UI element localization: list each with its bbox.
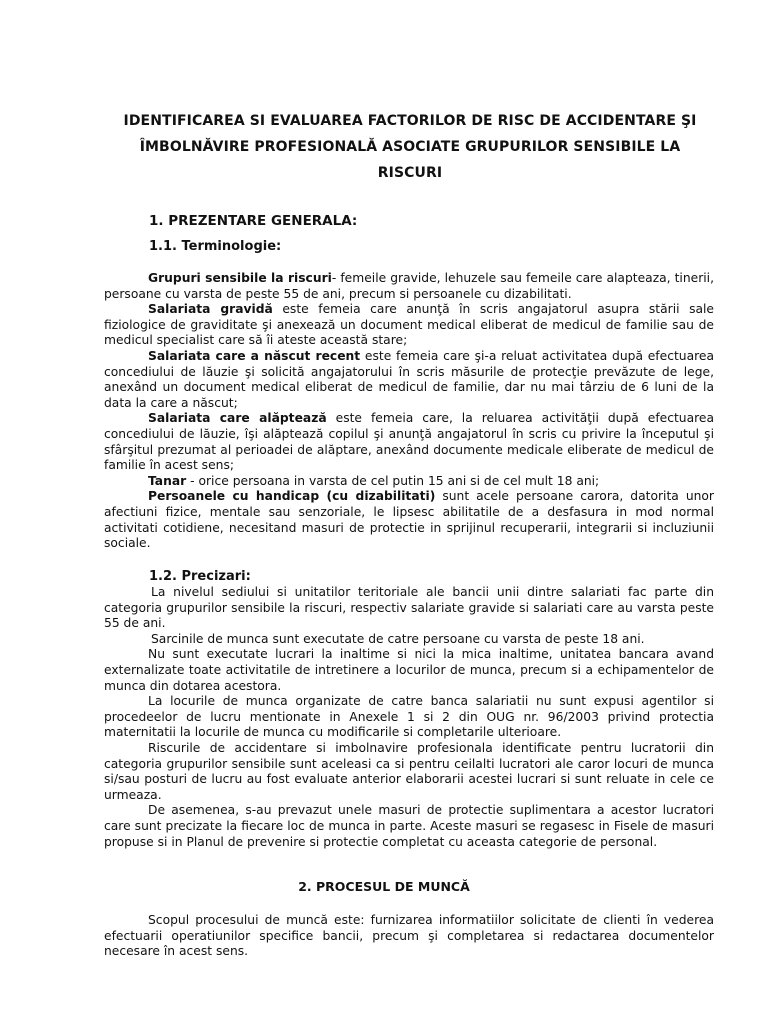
title-line-3: RISCURI: [377, 165, 443, 181]
title-line-1: IDENTIFICAREA SI EVALUAREA FACTORILOR DE RISC DE ACCIDENTARE ŞI: [123, 113, 697, 129]
definition-gravida: Salariata gravidă este femeia care anunţă în scris angajatorul asupra stării sale fiziologice de graviditate şi anexează un document medical eliberat de medicul de familie sau de medicul specialist care să îi ateste această stare;: [104, 302, 714, 348]
definition-handicap: Persoanele cu handicap (cu dizabilitati) sunt acele persoane carora, datorita unor afectiuni fizice, mentale sau senzoriale, le lipsesc abilitatile de a desfasura in mod normal activitati cotidiene, necesitand masuri de protectie in sprijinul recuperarii, integrarii si incluziunii sociale.: [104, 489, 714, 551]
definition-grupuri: Grupuri sensibile la riscuri- femeile gravide, lehuzele sau femeile care alapteaza, tinerii, persoane cu varsta de peste 55 de ani, precum si persoanele cu dizabilitati.: [104, 271, 715, 301]
document-title: [95, 108, 725, 186]
title-line-2: ÎMBOLNĂVIRE PROFESIONALĂ ASOCIATE GRUPURILOR SENSIBILE LA: [139, 139, 681, 155]
paragraph: Scopul procesului de muncă este: furnizarea informatiilor solicitate de clienti în vederea efectuarii operatiunilor specifice bancii, precum şi completarea si redactarea documentelor necesare în acest sens.: [104, 913, 714, 959]
paragraph: La nivelul sediului si unitatilor teritoriale ale bancii unii dintre salariati fac parte din categoria grupurilor sensibile la riscuri, respectiv salariate gravide si salariati care au varsta peste 55 de ani.: [104, 585, 714, 631]
process-block: [104, 913, 714, 960]
definition-tanar: Tanar - orice persoana in varsta de cel putin 15 ani si de cel mult 18 ani;: [148, 473, 600, 488]
paragraph: De asemenea, s-au prevazut unele masuri de protectie suplimentara a acestor lucratori care sunt precizate la fiecare loc de munca in parte. Aceste masuri se regasesc in Fisele de masuri propuse si in Planul de prevenire si protectie completat cu aceasta categorie de personal.: [104, 803, 714, 849]
terminology-heading: 1.1. Terminologie:: [149, 239, 282, 254]
section-1-heading: 1. PREZENTARE GENERALA:: [149, 213, 358, 229]
precizari-block: [104, 585, 714, 850]
section-2-heading: 2. PROCESUL DE MUNCĂ: [298, 879, 470, 894]
precizari-heading: 1.2. Precizari:: [149, 569, 251, 584]
definition-alapteaza: Salariata care alăptează este femeia care, la reluarea activităţii după efectuarea concediului de lăuzie, îşi alăptează copilul şi anunţă angajatorul în scris cu privire la începutul şi sfârşitul prezumat al perioadei de alăptare, anexând documente medicale eliberate de medicul de familie în acest sens;: [104, 411, 715, 473]
definitions-block: [104, 271, 714, 552]
paragraph: Riscurile de accidentare si imbolnavire profesionala identificate pentru lucratorii din categoria grupurilor sensibile sunt aceleasi ca si pentru ceilalti lucratori ale caror locuri de munca si/sau posturi de lucru au fost evaluate anterior elaborarii acestei lucrari si sunt reluate in cele ce urmeaza.: [104, 740, 714, 802]
paragraph: Nu sunt executate lucrari la inaltime si nici la mica inaltime, unitatea bancara avand externalizate toate activitatile de intretinere a locurilor de munca, precum si a echipamentelor de munca din dotarea acestora.: [104, 647, 714, 693]
definition-nascut-recent: Salariata care a născut recent este femeia care şi-a reluat activitatea după efectuarea concediului de lăuzie şi solicită angajatorului în scris măsurile de protecţie prevăzute de lege, anexând un document medical eliberat de medicul de familie, dar nu mai târziu de 6 luni de la data la care a născut;: [104, 348, 714, 410]
paragraph: Sarcinile de munca sunt executate de catre persoane cu varsta de peste 18 ani.: [151, 631, 645, 646]
paragraph: La locurile de munca organizate de catre banca salariatii nu sunt expusi agentilor si procedeelor de lucru mentionate in Anexele 1 si 2 din OUG nr. 96/2003 privind protectia maternitatii la locurile de munca cu modificarile si completarile ulterioare.: [104, 694, 714, 740]
